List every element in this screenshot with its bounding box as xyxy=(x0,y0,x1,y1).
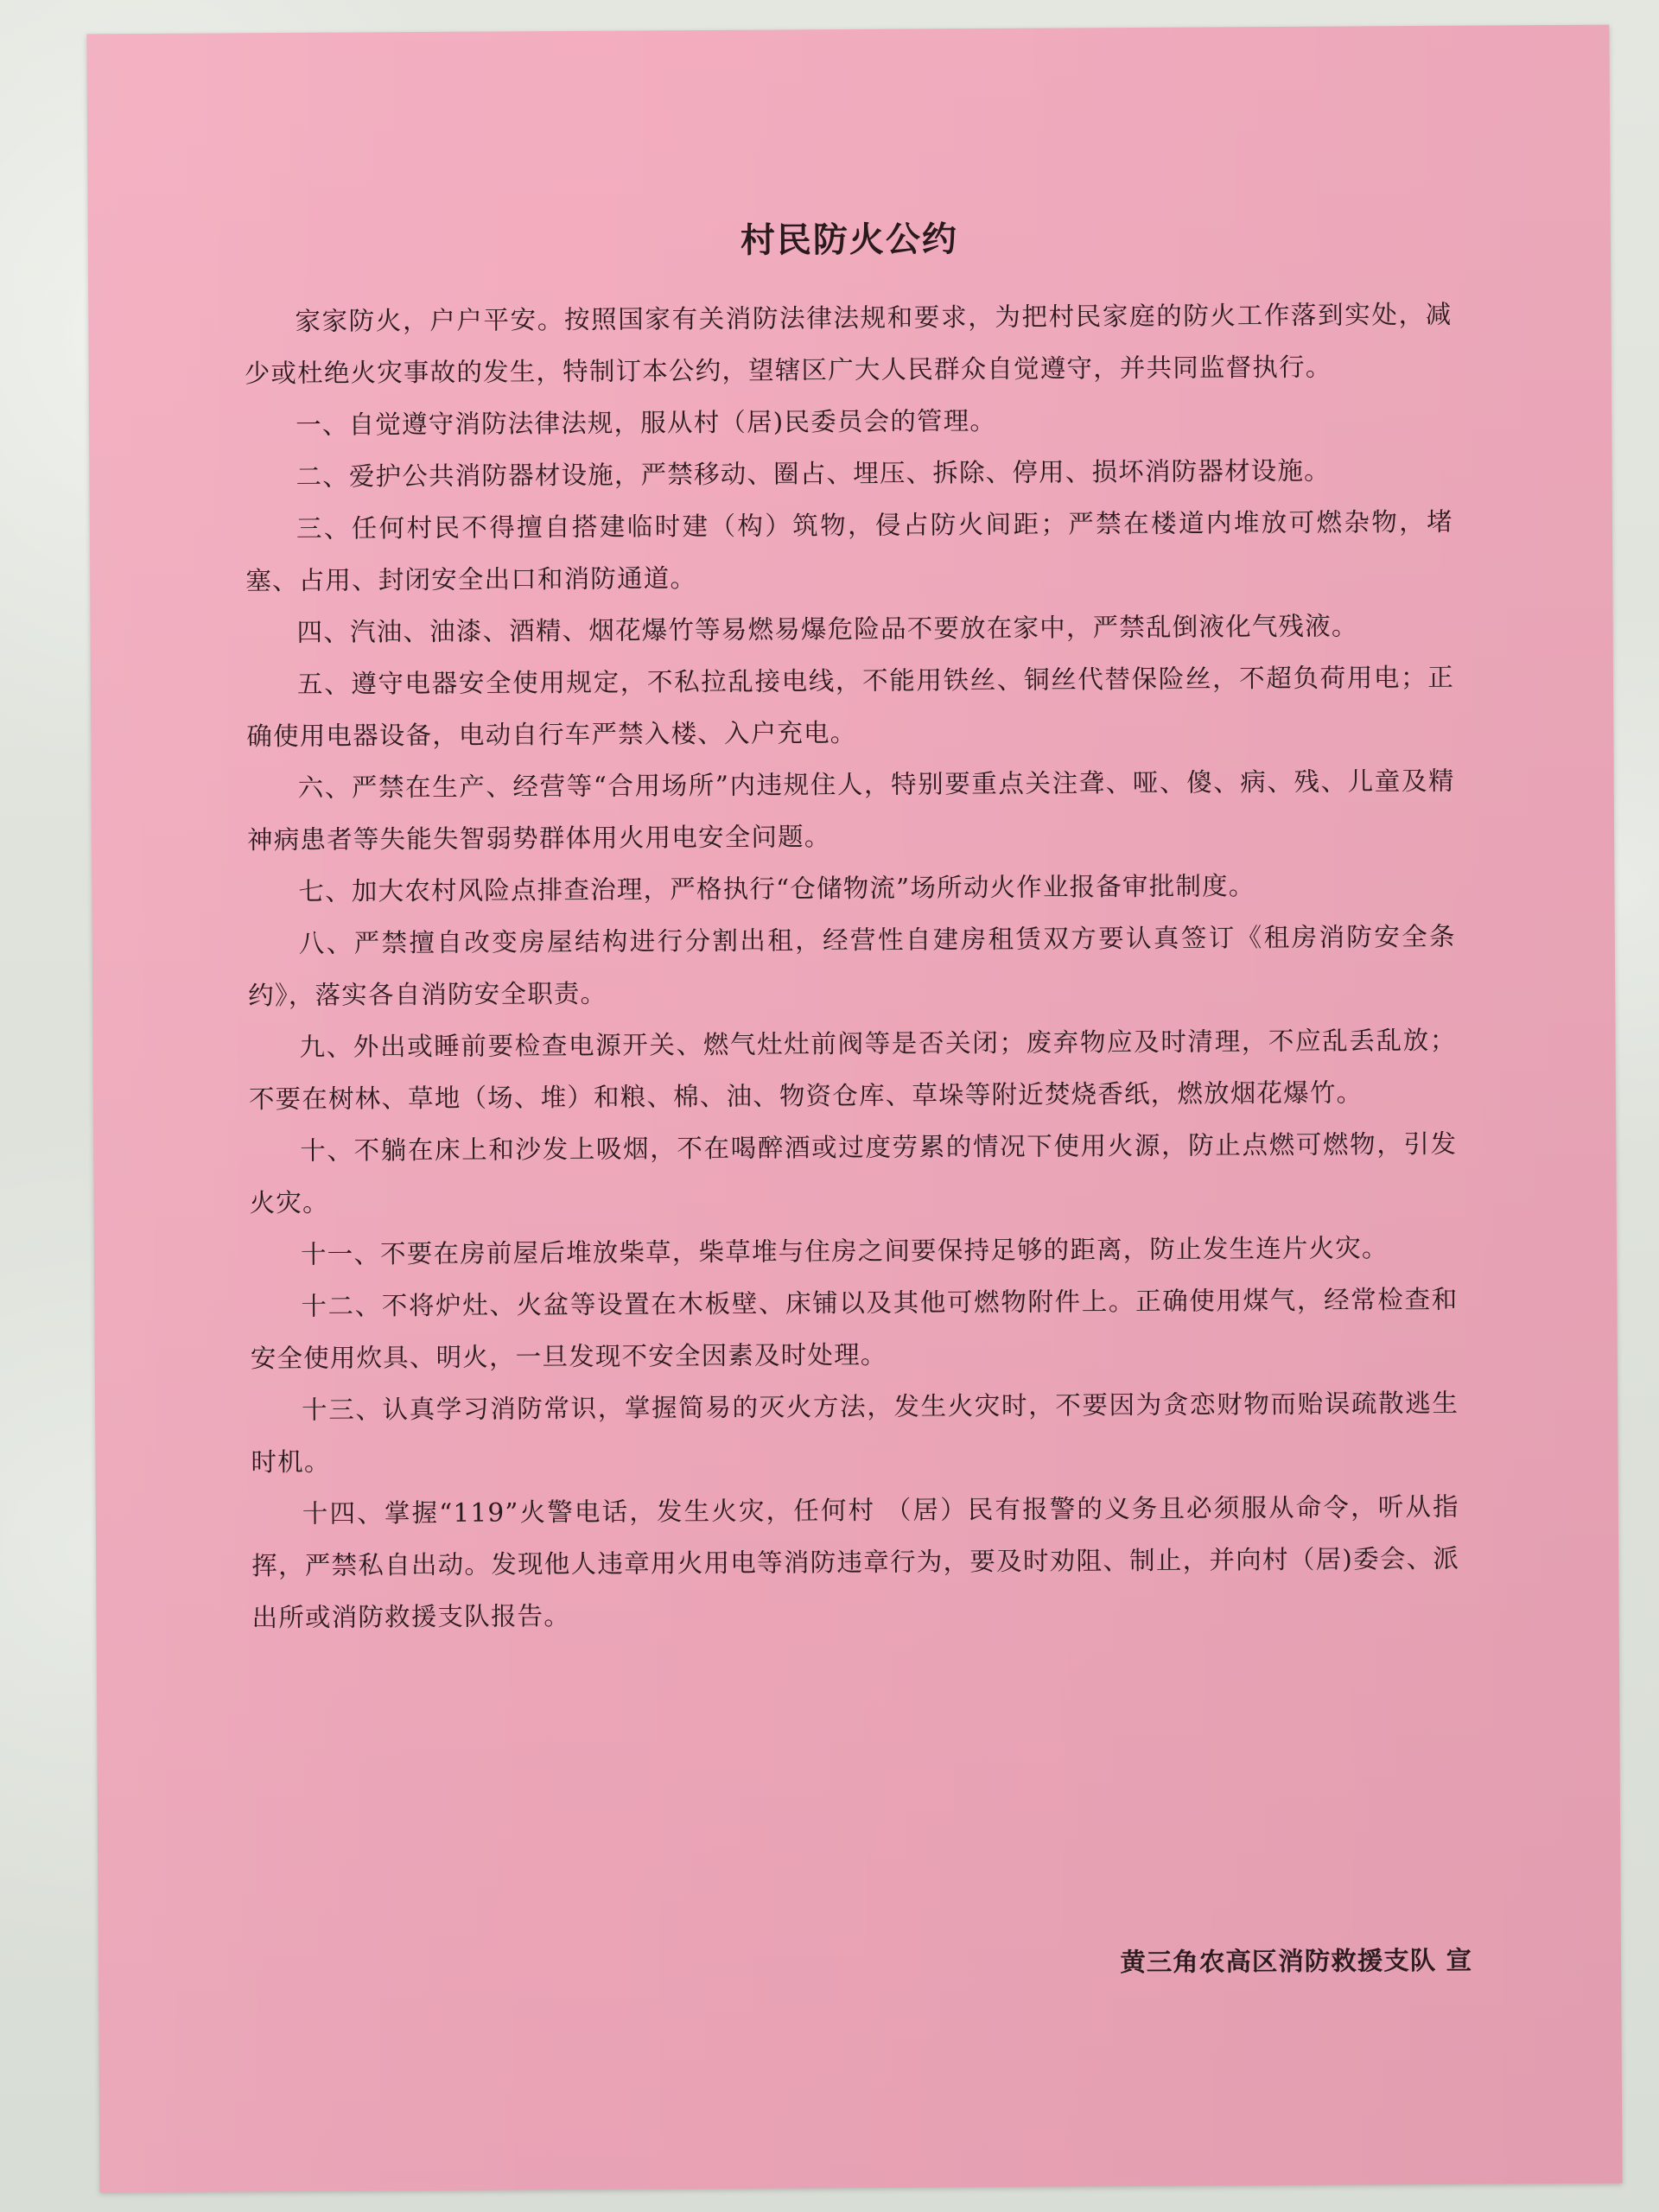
article-3: 三、任何村民不得擅自搭建临时建（构）筑物，侵占防火间距；严禁在楼道内堆放可燃杂物，堵塞、占用、封闭安全出口和消防通道。 xyxy=(245,506,1453,596)
article-12: 十二、不将炉灶、火盆等设置在木板壁、床铺以及其他可燃物附件上。正确使用煤气，经常检查和安全使用炊具、明火，一旦发现不安全因素及时处理。 xyxy=(250,1284,1459,1374)
article-11: 十一、不要在房前屋后堆放柴草，柴草堆与住房之间要保持足够的距离，防止发生连片火灾。 xyxy=(300,1233,1389,1269)
intro-paragraph: 家家防火，户户平安。按照国家有关消防法律法规和要求，为把村民家庭的防火工作落到实处，减少或杜绝火灾事故的发生，特制订本公约，望辖区广大人民群众自觉遵守，并共同监督执行。 xyxy=(244,299,1452,389)
article-1: 一、自觉遵守消防法律法规，服从村（居)民委员会的管理。 xyxy=(296,405,997,440)
document-title: 村民防火公约 xyxy=(740,219,958,261)
article-8: 八、严禁擅自改变房屋结构进行分割出租，经营性自建房租赁双方要认真签订《租房消防安全条约》，落实各自消防安全职责。 xyxy=(248,921,1456,1011)
article-10: 十、不躺在床上和沙发上吸烟，不在喝醉酒或过度劳累的情况下使用火源，防止点燃可燃物，引发火灾。 xyxy=(249,1128,1458,1218)
article-13: 十三、认真学习消防常识，掌握简易的灭火方法，发生火灾时，不要因为贪恋财物而贻误疏散逃生时机。 xyxy=(251,1388,1459,1478)
article-9: 九、外出或睡前要检查电源开关、燃气灶灶前阀等是否关闭；废弃物应及时清理，不应乱丢乱放；不要在树林、草地（场、堆）和粮、棉、油、物资仓库、草垛等附近焚烧香纸，燃放烟花爆竹。 xyxy=(248,1025,1457,1115)
article-7: 七、加大农村风险点排查治理，严格执行“仓储物流”场所动火作业报备审批制度。 xyxy=(298,871,1255,906)
issuer-signature: 黄三角农高区消防救援支队 宣 xyxy=(1120,1944,1473,1978)
article-2: 二、爱护公共消防器材设施，严禁移动、圈占、埋压、拆除、停用、损坏消防器材设施。 xyxy=(296,455,1331,492)
article-14: 十四、掌握“119”火警电话，发生火灾，任何村 （居）民有报警的义务且必须服从命令，听从指挥，严禁私自出动。发现他人违章用火用电等消防违章行为，要及时劝阻、制止，并向村（居)委会、派出所或消防救援支队报告。 xyxy=(251,1491,1460,1633)
article-6: 六、严禁在生产、经营等“合用场所”内违规住人，特别要重点关注聋、哑、傻、病、残、儿童及精神病患者等失能失智弱势群体用火用电安全问题。 xyxy=(246,766,1455,855)
notice-sheet xyxy=(86,25,1622,2193)
article-4: 四、汽油、油漆、酒精、烟花爆竹等易燃易爆危险品不要放在家中，严禁乱倒液化气残液。 xyxy=(296,611,1358,647)
article-5: 五、遵守电器安全使用规定，不私拉乱接电线，不能用铁丝、铜丝代替保险丝，不超负荷用电；正确使用电器设备，电动自行车严禁入楼、入户充电。 xyxy=(246,662,1455,752)
document-body xyxy=(244,289,1460,1644)
